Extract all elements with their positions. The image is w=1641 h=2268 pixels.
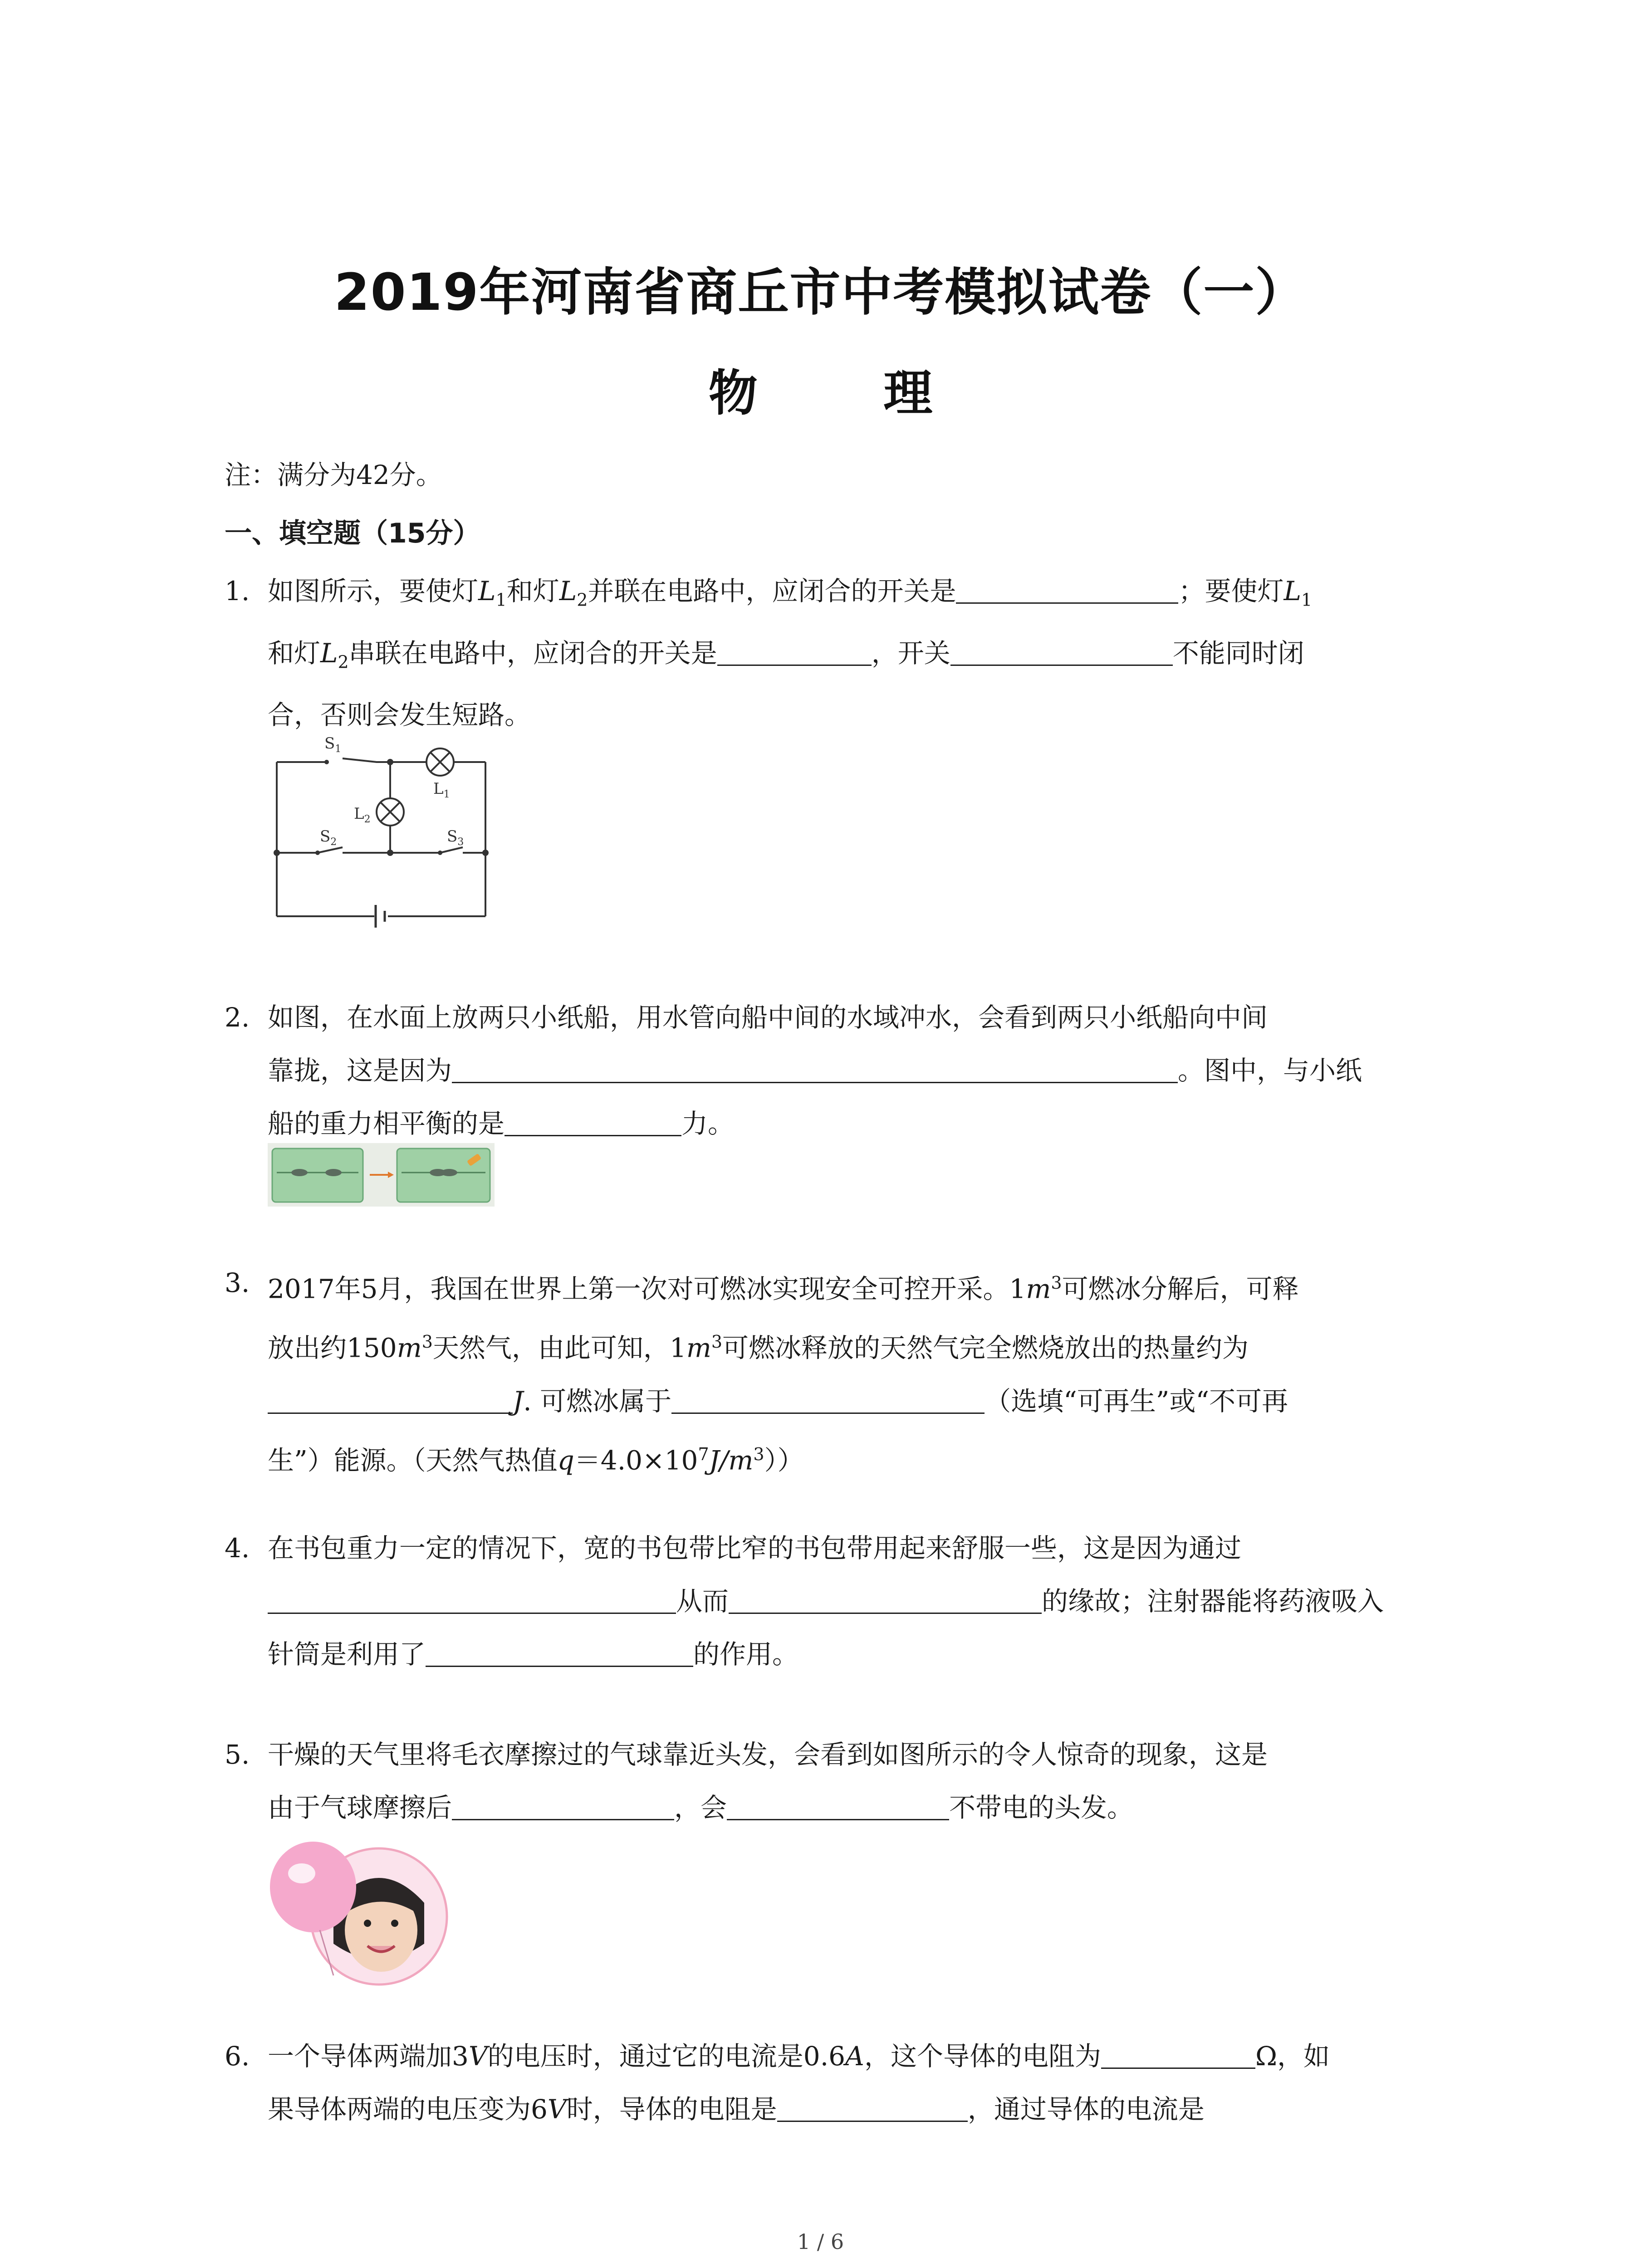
answer-blank[interactable] [268, 1585, 676, 1614]
label-L1: $L_1$ [433, 780, 450, 800]
question-text: 生”）能源。（天然气热值 [268, 1444, 558, 1476]
question-text: 的电压时，通过它的电流是0.6 [487, 2041, 846, 2072]
question-number: 1. [225, 576, 250, 606]
question-text: （选填“可再生”或“不可再 [985, 1385, 1288, 1417]
question-3 [225, 1256, 1450, 1487]
answer-blank[interactable] [452, 1792, 674, 1820]
answer-blank[interactable] [717, 637, 872, 666]
question-number: 2. [225, 1002, 250, 1033]
question-number: 4. [225, 1533, 250, 1564]
question-text: 时，导体的电阻是 [566, 2094, 777, 2125]
label-S1: $S_1$ [324, 734, 342, 755]
question-text: 干燥的天气里将毛衣摩擦过的气球靠近头发，会看到如图所示的令人惊奇的现象，这是 [268, 1739, 1268, 1770]
answer-blank[interactable] [505, 1108, 681, 1136]
question-text: 不能同时闭 [1172, 637, 1304, 669]
question-text: 针筒是利用了 [268, 1639, 426, 1670]
answer-blank[interactable] [727, 1792, 949, 1820]
question-text: 的作用。 [693, 1639, 799, 1670]
question-text: ；要使灯 [1178, 576, 1284, 606]
label-L2: $L_2$ [354, 805, 371, 825]
question-text: 果导体两端的电压变为6 [268, 2094, 548, 2125]
question-text: ）） [764, 1444, 804, 1476]
question-text: ＝4.0×10 [574, 1444, 698, 1476]
question-5 [225, 1728, 1450, 1834]
unit-A: A [845, 2041, 864, 2072]
question-4 [225, 1522, 1450, 1681]
question-text: Ω，如 [1255, 2041, 1330, 2072]
subscript: 1 [495, 590, 507, 610]
answer-blank[interactable] [729, 1585, 1042, 1614]
superscript: 3 [1051, 1273, 1062, 1293]
question-text: 在书包重力一定的情况下，宽的书包带比窄的书包带用起来舒服一些，这是因为通过 [268, 1533, 1242, 1564]
answer-blank[interactable] [426, 1638, 693, 1667]
answer-blank[interactable] [671, 1385, 985, 1414]
unit: J/m [709, 1444, 754, 1476]
var-L: L [559, 576, 577, 606]
var-L: L [320, 637, 338, 669]
superscript: 3 [711, 1332, 722, 1352]
exam-title: 2019年河南省商丘市中考模拟试卷（一） [334, 263, 1307, 322]
question-text: . 可燃冰属于 [523, 1385, 672, 1417]
answer-blank[interactable] [777, 2093, 968, 2122]
superscript: 7 [698, 1444, 709, 1464]
label-S3: $S_3$ [447, 827, 464, 848]
question-text: 并联在电路中，应闭合的开关是 [588, 576, 956, 606]
var-m: m [397, 1332, 422, 1364]
question-2 [225, 991, 1450, 1150]
question-text: ，开关 [871, 637, 950, 669]
question-number: 3. [225, 1267, 250, 1298]
answer-blank[interactable] [268, 1385, 513, 1414]
answer-blank[interactable] [950, 637, 1173, 666]
question-text: 力。 [681, 1108, 735, 1139]
question-number: 6. [225, 2041, 250, 2072]
question-text: 从而 [676, 1586, 729, 1617]
question-text: 合，否则会发生短路。 [268, 699, 531, 731]
subscript: 2 [577, 590, 588, 610]
question-text: 可燃冰分解后，可释 [1062, 1273, 1299, 1305]
score-note: 注：满分为42分。 [225, 459, 442, 490]
question-text: 不带电的头发。 [949, 1792, 1134, 1823]
unit-J: J [513, 1385, 524, 1417]
unit-V: V [547, 2094, 567, 2125]
question-1 [225, 565, 1450, 742]
paper-boats-photo [268, 1143, 495, 1207]
question-text: 天然气，由此可知，1 [432, 1332, 686, 1364]
subscript: 2 [338, 652, 349, 672]
question-text: 如图，在水面上放两只小纸船，用水管向船中间的水域冲水，会看到两只小纸船向中间 [268, 1002, 1268, 1033]
question-text: 可燃冰释放的天然气完全燃烧放出的热量约为 [722, 1332, 1249, 1364]
question-text: 船的重力相平衡的是 [268, 1108, 505, 1139]
var-L: L [478, 576, 496, 606]
question-6 [225, 2030, 1450, 2136]
question-text: 。图中，与小纸 [1178, 1055, 1362, 1086]
question-text: 的缘故；注射器能将药液吸入 [1042, 1586, 1384, 1617]
var-m: m [686, 1332, 711, 1364]
superscript: 3 [753, 1444, 764, 1464]
page-number: 1 / 6 [797, 2229, 844, 2254]
question-number: 5. [225, 1739, 250, 1770]
question-text: ，这个导体的电阻为 [864, 2041, 1101, 2072]
balloon-hair-photo [265, 1839, 456, 1989]
superscript: 3 [421, 1332, 433, 1352]
question-text: 2017年5月，我国在世界上第一次对可燃冰实现安全可控开采。1 [268, 1273, 1026, 1305]
question-text: 如图所示，要使灯 [268, 576, 479, 606]
question-text: ，会 [674, 1792, 727, 1823]
question-text: ，通过导体的电流是 [967, 2094, 1205, 2125]
question-text: 一个导体两端加3 [268, 2041, 469, 2072]
question-text: 和灯 [268, 637, 321, 669]
var-q: q [557, 1444, 574, 1476]
answer-blank[interactable] [1101, 2040, 1255, 2069]
var-m: m [1026, 1273, 1051, 1305]
answer-blank[interactable] [956, 575, 1178, 604]
answer-blank[interactable] [452, 1055, 1178, 1083]
question-text: 和灯 [506, 576, 559, 606]
circuit-diagram [268, 730, 513, 934]
unit-V: V [468, 2041, 488, 2072]
question-text: 放出约150 [268, 1332, 397, 1364]
subject-title: 物 理 [708, 365, 987, 422]
subscript: 1 [1301, 590, 1313, 610]
question-text: 靠拢，这是因为 [268, 1055, 452, 1086]
var-L: L [1283, 576, 1301, 606]
question-text: 由于气球摩擦后 [268, 1792, 452, 1823]
question-text: 串联在电路中，应闭合的开关是 [348, 637, 717, 669]
section-heading: 一、填空题（15分） [225, 518, 480, 549]
label-S2: $S_2$ [320, 827, 337, 848]
